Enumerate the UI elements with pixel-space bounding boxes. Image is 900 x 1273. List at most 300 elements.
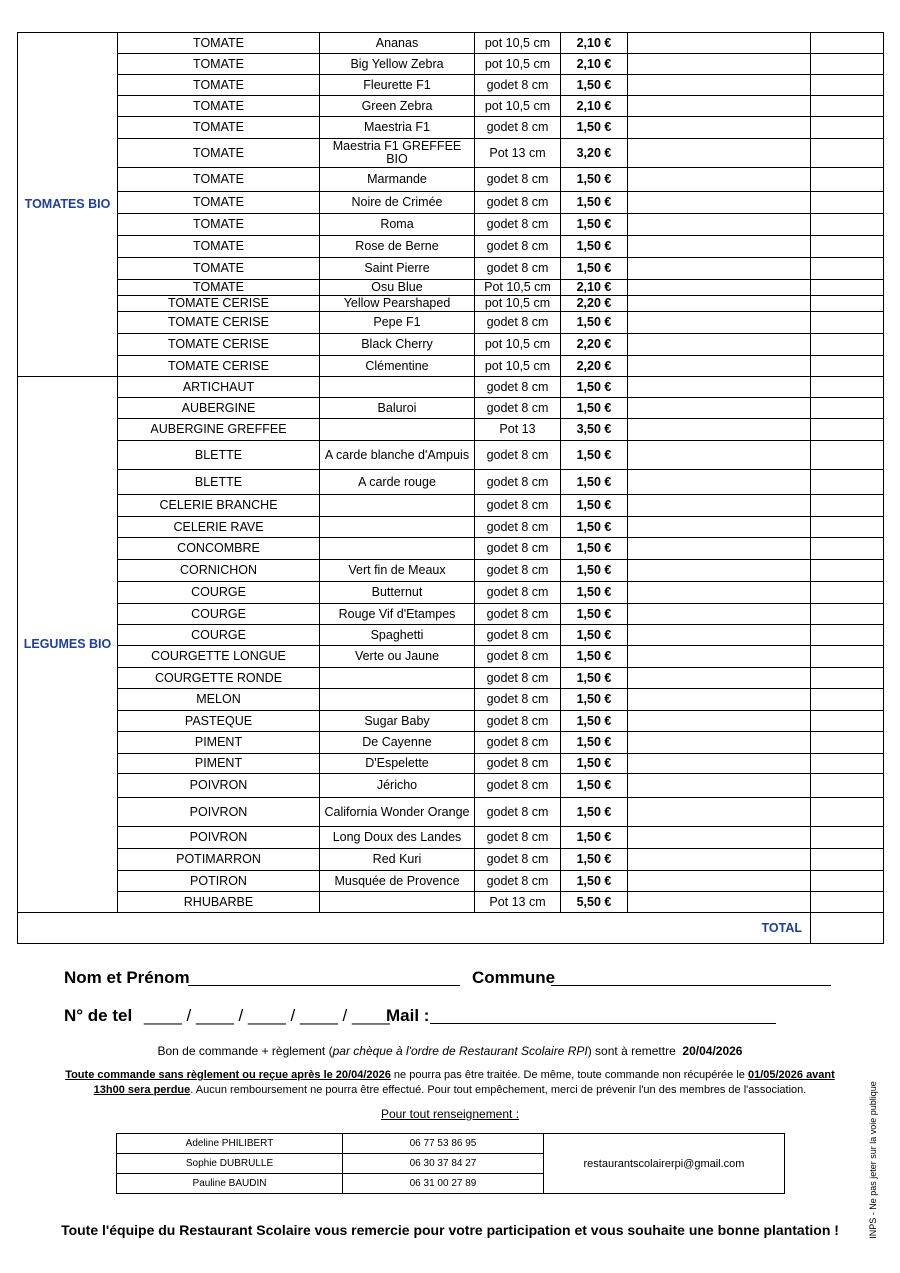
product-size: godet 8 cm	[475, 827, 561, 849]
product-size: godet 8 cm	[475, 398, 561, 419]
product-row	[18, 732, 884, 754]
remit-text: Bon de commande + règlement (	[157, 1044, 333, 1058]
mail-field[interactable]	[430, 1023, 776, 1024]
product-row	[18, 280, 884, 296]
product-name: TOMATE CERISE	[118, 334, 320, 356]
product-size: pot 10,5 cm	[475, 33, 561, 54]
quantity-cell[interactable]	[628, 732, 811, 754]
product-price: 5,50 €	[561, 892, 628, 913]
line-total-cell[interactable]	[811, 625, 884, 646]
product-size: godet 8 cm	[475, 495, 561, 517]
line-total-cell[interactable]	[811, 192, 884, 214]
info-title: Pour tout renseignement :	[380, 1107, 520, 1121]
quantity-cell[interactable]	[628, 75, 811, 96]
product-name: CELERIE RAVE	[118, 517, 320, 538]
product-size: godet 8 cm	[475, 168, 561, 192]
product-row	[18, 470, 884, 495]
product-size: pot 10,5 cm	[475, 334, 561, 356]
line-total-cell[interactable]	[811, 604, 884, 625]
product-variety: Long Doux des Landes	[320, 827, 475, 849]
product-row	[18, 441, 884, 470]
product-variety: Musquée de Provence	[320, 871, 475, 892]
product-variety: A carde rouge	[320, 470, 475, 495]
line-total-cell[interactable]	[811, 827, 884, 849]
product-name: CONCOMBRE	[118, 538, 320, 560]
product-variety: Vert fin de Meaux	[320, 560, 475, 582]
product-name: TOMATE CERISE	[118, 356, 320, 377]
product-size: godet 8 cm	[475, 774, 561, 798]
product-price: 3,50 €	[561, 419, 628, 441]
quantity-cell[interactable]	[628, 754, 811, 774]
product-name: TOMATE	[118, 139, 320, 168]
product-row	[18, 538, 884, 560]
product-row	[18, 75, 884, 96]
product-price: 1,50 €	[561, 625, 628, 646]
product-price: 1,50 €	[561, 774, 628, 798]
product-price: 2,10 €	[561, 33, 628, 54]
product-name: TOMATE	[118, 75, 320, 96]
product-variety: A carde blanche d'Ampuis	[320, 441, 475, 470]
product-price: 1,50 €	[561, 798, 628, 827]
line-total-cell[interactable]	[811, 280, 884, 296]
product-price: 1,50 €	[561, 582, 628, 604]
quantity-cell[interactable]	[628, 280, 811, 296]
category-legumes: LEGUMES BIO	[18, 377, 118, 913]
quantity-cell[interactable]	[628, 871, 811, 892]
line-total-cell[interactable]	[811, 312, 884, 334]
product-price: 1,50 €	[561, 604, 628, 625]
product-row	[18, 517, 884, 538]
product-size: godet 8 cm	[475, 560, 561, 582]
product-name: POTIRON	[118, 871, 320, 892]
product-size: godet 8 cm	[475, 668, 561, 689]
product-variety	[320, 495, 475, 517]
contacts-table	[116, 1133, 785, 1194]
contact-phone: 06 77 53 86 95	[343, 1134, 544, 1154]
product-size: godet 8 cm	[475, 604, 561, 625]
quantity-cell[interactable]	[628, 517, 811, 538]
product-name: TOMATE CERISE	[118, 296, 320, 312]
contact-email[interactable]: restaurantscolairerpi@gmail.com	[544, 1134, 785, 1194]
product-name: TOMATE	[118, 236, 320, 258]
line-total-cell[interactable]	[811, 689, 884, 711]
product-variety	[320, 668, 475, 689]
product-name: AUBERGINE	[118, 398, 320, 419]
product-variety: Rose de Berne	[320, 236, 475, 258]
product-variety: Big Yellow Zebra	[320, 54, 475, 75]
product-price: 1,50 €	[561, 377, 628, 398]
product-price: 1,50 €	[561, 398, 628, 419]
product-row	[18, 754, 884, 774]
product-row	[18, 604, 884, 625]
quantity-cell[interactable]	[628, 827, 811, 849]
contact-phone: 06 31 00 27 89	[343, 1174, 544, 1194]
warning-text2: . Aucun remboursement ne pourra être effectué. Pour tout empêchement, merci de prévenir l'un des membres de l'association.	[190, 1084, 807, 1096]
product-row	[18, 495, 884, 517]
product-row	[18, 689, 884, 711]
line-total-cell[interactable]	[811, 419, 884, 441]
product-size: pot 10,5 cm	[475, 96, 561, 117]
product-name: COURGETTE LONGUE	[118, 646, 320, 668]
product-row	[18, 192, 884, 214]
quantity-cell[interactable]	[628, 334, 811, 356]
quantity-cell[interactable]	[628, 192, 811, 214]
product-variety	[320, 517, 475, 538]
product-variety: Verte ou Jaune	[320, 646, 475, 668]
product-row	[18, 96, 884, 117]
line-total-cell[interactable]	[811, 560, 884, 582]
product-name: TOMATE	[118, 280, 320, 296]
product-size: godet 8 cm	[475, 711, 561, 732]
line-total-cell[interactable]	[811, 377, 884, 398]
product-size: pot 10,5 cm	[475, 54, 561, 75]
product-variety: Noire de Crimée	[320, 192, 475, 214]
quantity-cell[interactable]	[628, 560, 811, 582]
quantity-cell[interactable]	[628, 398, 811, 419]
line-total-cell[interactable]	[811, 168, 884, 192]
product-price: 2,20 €	[561, 296, 628, 312]
quantity-cell[interactable]	[628, 236, 811, 258]
product-price: 1,50 €	[561, 312, 628, 334]
warning-bold1: Toute commande sans règlement ou reçue après le 20/04/2026	[65, 1069, 391, 1081]
product-variety: Pepe F1	[320, 312, 475, 334]
product-price: 1,50 €	[561, 117, 628, 139]
product-row	[18, 377, 884, 398]
line-total-cell[interactable]	[811, 538, 884, 560]
product-price: 1,50 €	[561, 560, 628, 582]
line-total-cell[interactable]	[811, 582, 884, 604]
remit-date: 20/04/2026	[682, 1044, 743, 1058]
product-name: ARTICHAUT	[118, 377, 320, 398]
line-total-cell[interactable]	[811, 75, 884, 96]
line-total-cell[interactable]	[811, 646, 884, 668]
product-name: TOMATE	[118, 96, 320, 117]
product-row	[18, 236, 884, 258]
quantity-cell[interactable]	[628, 296, 811, 312]
line-total-cell[interactable]	[811, 754, 884, 774]
line-total-cell[interactable]	[811, 711, 884, 732]
product-price: 1,50 €	[561, 441, 628, 470]
product-row	[18, 214, 884, 236]
product-size: godet 8 cm	[475, 441, 561, 470]
product-size: godet 8 cm	[475, 214, 561, 236]
quantity-cell[interactable]	[628, 54, 811, 75]
order-table	[17, 32, 884, 944]
product-row	[18, 334, 884, 356]
product-price: 1,50 €	[561, 236, 628, 258]
product-size: pot 10,5 cm	[475, 296, 561, 312]
product-name: MELON	[118, 689, 320, 711]
product-name: TOMATE	[118, 168, 320, 192]
quantity-cell[interactable]	[628, 892, 811, 913]
product-row	[18, 258, 884, 280]
product-variety: Green Zebra	[320, 96, 475, 117]
line-total-cell[interactable]	[811, 33, 884, 54]
product-row	[18, 117, 884, 139]
footer-thanks: Toute l'équipe du Restaurant Scolaire vous remercie pour votre participation et vous souhaite une bonne plantation !	[61, 1222, 839, 1238]
product-size: godet 8 cm	[475, 517, 561, 538]
product-size: godet 8 cm	[475, 871, 561, 892]
line-total-cell[interactable]	[811, 258, 884, 280]
product-row	[18, 33, 884, 54]
quantity-cell[interactable]	[628, 582, 811, 604]
quantity-cell[interactable]	[628, 139, 811, 168]
mail-label: Mail :	[386, 1006, 430, 1025]
product-size: godet 8 cm	[475, 754, 561, 774]
product-name: COURGE	[118, 604, 320, 625]
name-field[interactable]	[188, 985, 460, 986]
product-name: PIMENT	[118, 754, 320, 774]
product-size: godet 8 cm	[475, 470, 561, 495]
product-variety	[320, 419, 475, 441]
product-size: godet 8 cm	[475, 75, 561, 96]
product-price: 1,50 €	[561, 849, 628, 871]
product-row	[18, 582, 884, 604]
line-total-cell[interactable]	[811, 296, 884, 312]
product-variety: Osu Blue	[320, 280, 475, 296]
quantity-cell[interactable]	[628, 470, 811, 495]
product-row	[18, 398, 884, 419]
product-price: 1,50 €	[561, 75, 628, 96]
quantity-cell[interactable]	[628, 117, 811, 139]
quantity-cell[interactable]	[628, 33, 811, 54]
line-total-cell[interactable]	[811, 668, 884, 689]
product-name: TOMATE	[118, 214, 320, 236]
contact-name: Sophie DUBRULLE	[117, 1154, 343, 1174]
product-price: 1,50 €	[561, 646, 628, 668]
quantity-cell[interactable]	[628, 356, 811, 377]
line-total-cell[interactable]	[811, 774, 884, 798]
quantity-cell[interactable]	[628, 96, 811, 117]
product-size: godet 8 cm	[475, 312, 561, 334]
product-variety: Spaghetti	[320, 625, 475, 646]
product-variety: Clémentine	[320, 356, 475, 377]
product-row	[18, 646, 884, 668]
product-name: TOMATE	[118, 192, 320, 214]
product-price: 1,50 €	[561, 754, 628, 774]
product-size: godet 8 cm	[475, 236, 561, 258]
product-price: 1,50 €	[561, 495, 628, 517]
product-size: godet 8 cm	[475, 798, 561, 827]
line-total-cell[interactable]	[811, 96, 884, 117]
product-price: 1,50 €	[561, 168, 628, 192]
product-variety: Jéricho	[320, 774, 475, 798]
product-variety: D'Espelette	[320, 754, 475, 774]
product-row	[18, 892, 884, 913]
product-name: BLETTE	[118, 470, 320, 495]
product-name: POIVRON	[118, 798, 320, 827]
product-price: 2,10 €	[561, 96, 628, 117]
quantity-cell[interactable]	[628, 538, 811, 560]
product-name: TOMATE	[118, 33, 320, 54]
warning-bold2: 01/05/2026 avant 13h00 sera perdue	[93, 1069, 835, 1096]
product-price: 1,50 €	[561, 517, 628, 538]
product-name: RHUBARBE	[118, 892, 320, 913]
quantity-cell[interactable]	[628, 214, 811, 236]
quantity-cell[interactable]	[628, 668, 811, 689]
product-variety: Ananas	[320, 33, 475, 54]
product-size: godet 8 cm	[475, 849, 561, 871]
line-total-cell[interactable]	[811, 54, 884, 75]
product-price: 2,20 €	[561, 356, 628, 377]
product-variety: De Cayenne	[320, 732, 475, 754]
product-name: BLETTE	[118, 441, 320, 470]
contact-phone: 06 30 37 84 27	[343, 1154, 544, 1174]
name-label: Nom et Prénom	[64, 968, 190, 987]
product-name: COURGETTE RONDE	[118, 668, 320, 689]
product-row	[18, 827, 884, 849]
product-row	[18, 296, 884, 312]
product-size: godet 8 cm	[475, 582, 561, 604]
product-size: godet 8 cm	[475, 117, 561, 139]
remit-text2: ) sont à remettre	[587, 1044, 676, 1058]
product-variety: Marmande	[320, 168, 475, 192]
product-size: godet 8 cm	[475, 689, 561, 711]
product-variety: Butternut	[320, 582, 475, 604]
total-value-cell[interactable]	[811, 913, 884, 944]
total-label: TOTAL	[18, 913, 811, 944]
product-price: 2,10 €	[561, 54, 628, 75]
contact-name: Pauline BAUDIN	[117, 1174, 343, 1194]
quantity-cell[interactable]	[628, 168, 811, 192]
product-price: 1,50 €	[561, 689, 628, 711]
product-variety	[320, 538, 475, 560]
warning-note	[60, 1068, 840, 1098]
product-row	[18, 560, 884, 582]
total-row	[18, 913, 884, 944]
product-price: 1,50 €	[561, 470, 628, 495]
product-name: TOMATE	[118, 117, 320, 139]
product-name: POTIMARRON	[118, 849, 320, 871]
contact-row	[117, 1134, 785, 1154]
product-price: 1,50 €	[561, 827, 628, 849]
quantity-cell[interactable]	[628, 419, 811, 441]
commune-field[interactable]	[551, 985, 831, 986]
product-size: pot 10,5 cm	[475, 356, 561, 377]
product-name: AUBERGINE GREFFEE	[118, 419, 320, 441]
product-name: COURGE	[118, 582, 320, 604]
quantity-cell[interactable]	[628, 711, 811, 732]
line-total-cell[interactable]	[811, 356, 884, 377]
product-size: godet 8 cm	[475, 646, 561, 668]
tel-label: N° de tel	[64, 1006, 133, 1025]
product-size: godet 8 cm	[475, 377, 561, 398]
product-price: 1,50 €	[561, 711, 628, 732]
quantity-cell[interactable]	[628, 441, 811, 470]
quantity-cell[interactable]	[628, 377, 811, 398]
product-size: godet 8 cm	[475, 732, 561, 754]
line-total-cell[interactable]	[811, 517, 884, 538]
product-variety	[320, 377, 475, 398]
line-total-cell[interactable]	[811, 732, 884, 754]
line-total-cell[interactable]	[811, 871, 884, 892]
quantity-cell[interactable]	[628, 258, 811, 280]
line-total-cell[interactable]	[811, 849, 884, 871]
product-variety: Black Cherry	[320, 334, 475, 356]
product-row	[18, 54, 884, 75]
quantity-cell[interactable]	[628, 774, 811, 798]
product-price: 1,50 €	[561, 668, 628, 689]
quantity-cell[interactable]	[628, 625, 811, 646]
line-total-cell[interactable]	[811, 798, 884, 827]
line-total-cell[interactable]	[811, 892, 884, 913]
product-variety: Maestria F1 GREFFEE BIO	[320, 139, 475, 168]
product-price: 1,50 €	[561, 258, 628, 280]
contact-name: Adeline PHILIBERT	[117, 1134, 343, 1154]
product-size: Pot 10,5 cm	[475, 280, 561, 296]
line-total-cell[interactable]	[811, 441, 884, 470]
quantity-cell[interactable]	[628, 646, 811, 668]
line-total-cell[interactable]	[811, 117, 884, 139]
product-name: POIVRON	[118, 827, 320, 849]
product-row	[18, 774, 884, 798]
product-variety: California Wonder Orange	[320, 798, 475, 827]
product-row	[18, 871, 884, 892]
product-name: CELERIE BRANCHE	[118, 495, 320, 517]
line-total-cell[interactable]	[811, 334, 884, 356]
product-variety: Fleurette F1	[320, 75, 475, 96]
product-row	[18, 356, 884, 377]
quantity-cell[interactable]	[628, 849, 811, 871]
product-price: 3,20 €	[561, 139, 628, 168]
product-variety: Red Kuri	[320, 849, 475, 871]
product-size: Pot 13	[475, 419, 561, 441]
product-variety	[320, 892, 475, 913]
product-name: TOMATE	[118, 54, 320, 75]
product-row	[18, 668, 884, 689]
quantity-cell[interactable]	[628, 312, 811, 334]
product-price: 1,50 €	[561, 732, 628, 754]
product-variety: Roma	[320, 214, 475, 236]
product-price: 2,10 €	[561, 280, 628, 296]
line-total-cell[interactable]	[811, 398, 884, 419]
product-row	[18, 139, 884, 168]
product-variety: Rouge Vif d'Etampes	[320, 604, 475, 625]
product-size: godet 8 cm	[475, 192, 561, 214]
product-row	[18, 312, 884, 334]
line-total-cell[interactable]	[811, 214, 884, 236]
product-variety: Baluroi	[320, 398, 475, 419]
product-size: godet 8 cm	[475, 625, 561, 646]
quantity-cell[interactable]	[628, 798, 811, 827]
product-name: TOMATE CERISE	[118, 312, 320, 334]
warning-text1: ne pourra pas être traitée. De même, toute commande non récupérée le	[390, 1069, 748, 1081]
product-price: 1,50 €	[561, 192, 628, 214]
product-price: 1,50 €	[561, 214, 628, 236]
line-total-cell[interactable]	[811, 236, 884, 258]
product-price: 1,50 €	[561, 538, 628, 560]
quantity-cell[interactable]	[628, 689, 811, 711]
product-size: Pot 13 cm	[475, 892, 561, 913]
product-price: 1,50 €	[561, 871, 628, 892]
category-tomates: TOMATES BIO	[18, 33, 118, 377]
quantity-cell[interactable]	[628, 604, 811, 625]
line-total-cell[interactable]	[811, 495, 884, 517]
product-row	[18, 625, 884, 646]
tel-field[interactable]: ____ / ____ / ____ / ____ / ____	[144, 1006, 390, 1025]
product-name: POIVRON	[118, 774, 320, 798]
product-variety	[320, 689, 475, 711]
commune-label: Commune	[472, 968, 556, 987]
side-disclaimer: INPS - Ne pas jeter sur la voie publique	[868, 1081, 878, 1239]
line-total-cell[interactable]	[811, 139, 884, 168]
product-variety: Saint Pierre	[320, 258, 475, 280]
product-name: PASTEQUE	[118, 711, 320, 732]
line-total-cell[interactable]	[811, 470, 884, 495]
quantity-cell[interactable]	[628, 495, 811, 517]
product-name: CORNICHON	[118, 560, 320, 582]
remit-note	[0, 1044, 900, 1058]
